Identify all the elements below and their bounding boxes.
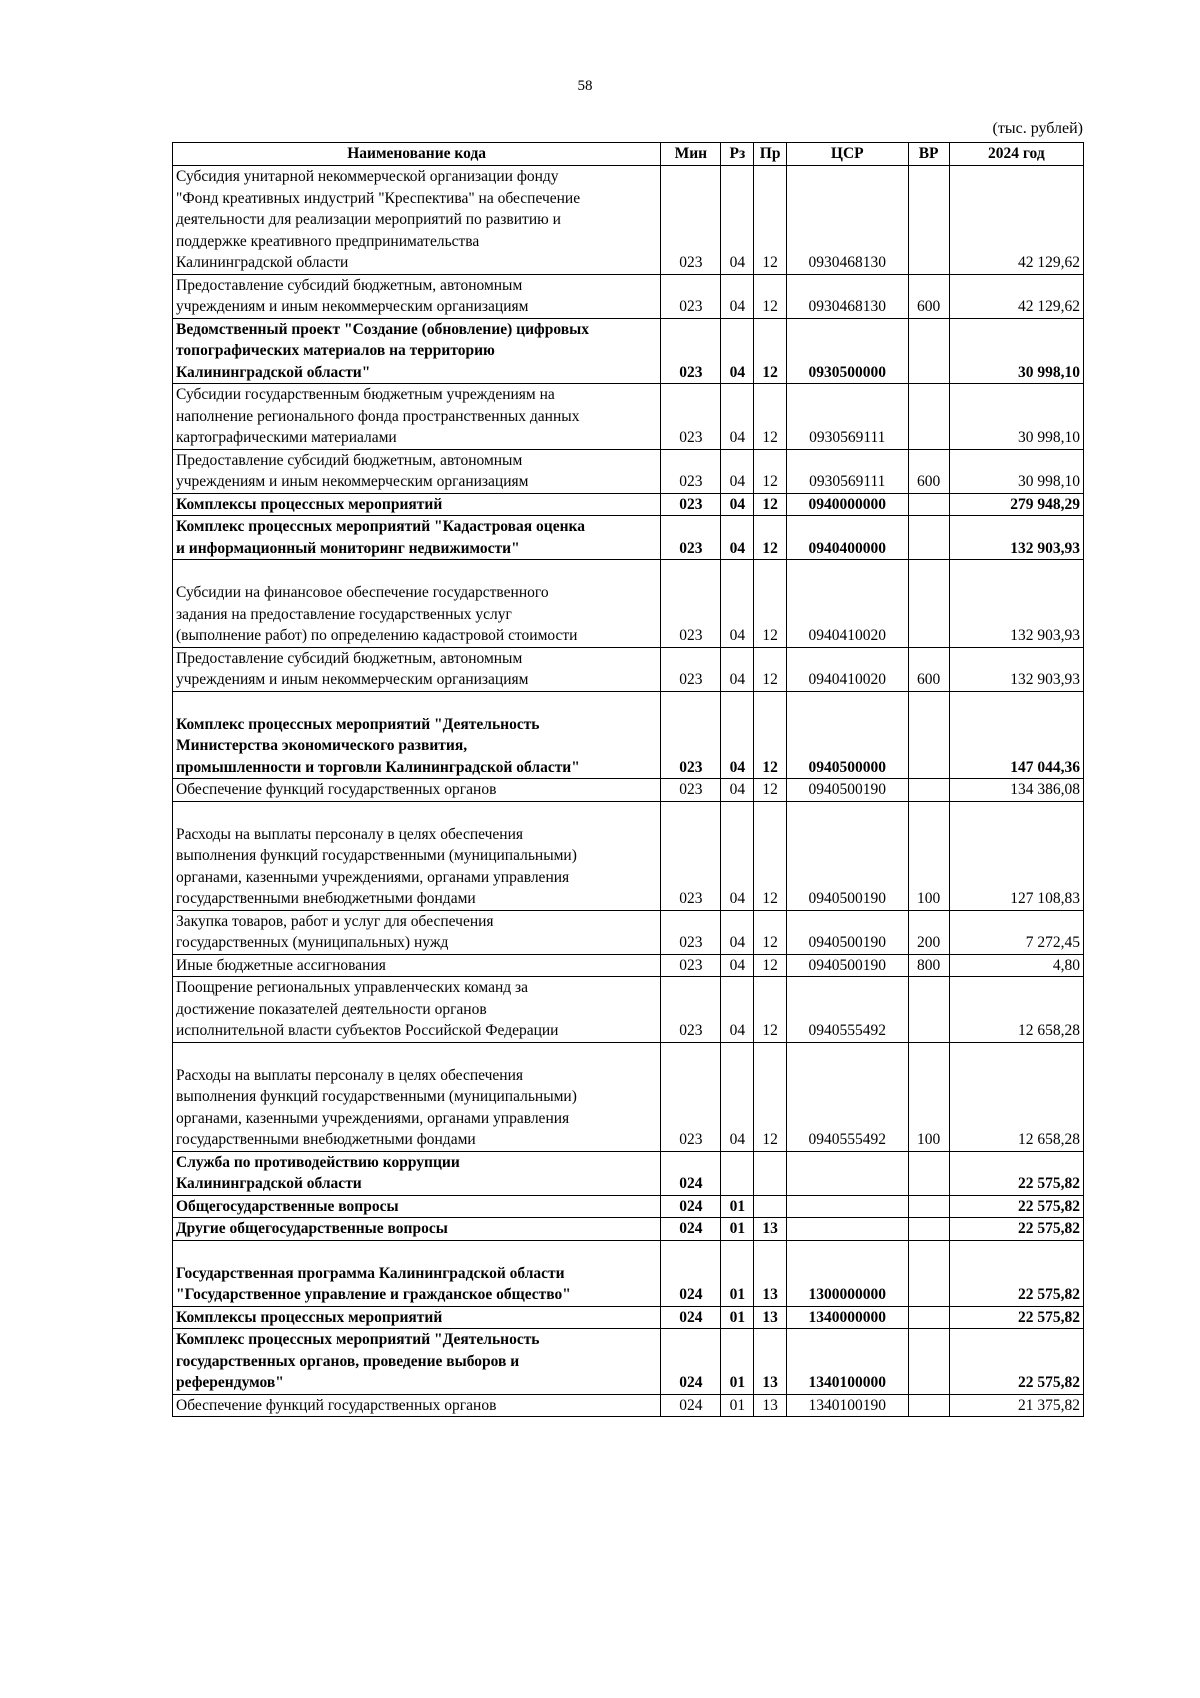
table-row [173,560,1084,648]
cell-vr [908,691,949,779]
cell-vr [908,779,949,802]
cell-amount: 30 998,10 [949,384,1083,450]
cell-min: 023 [661,1042,721,1151]
cell-pr: 12 [754,493,787,516]
cell-csr: 0930500000 [786,318,908,384]
cell-amount: 134 386,08 [949,779,1083,802]
cell-spacer [176,1043,657,1065]
cell-name: Комплексы процессных мероприятий [173,1306,661,1329]
cell-pr: 12 [754,516,787,560]
cell-min: 024 [661,1218,721,1241]
cell-name: Предоставление субсидий бюджетным, автономным учреждениям и иным некоммерческим организациям [173,274,661,318]
cell-min: 024 [661,1394,721,1417]
cell-vr [908,977,949,1043]
cell-pr [754,1195,787,1218]
cell-amount: 21 375,82 [949,1394,1083,1417]
cell-min: 023 [661,274,721,318]
cell-rz: 01 [721,1240,754,1306]
table-row [173,977,1084,1043]
cell-csr: 0930468130 [786,274,908,318]
col-header-vr: ВР [908,143,949,166]
cell-pr: 12 [754,691,787,779]
cell-min: 023 [661,801,721,910]
cell-pr: 13 [754,1329,787,1395]
cell-amount: 30 998,10 [949,449,1083,493]
cell-csr: 1340100190 [786,1394,908,1417]
cell-spacer [176,802,657,824]
cell-pr [754,1151,787,1195]
cell-name: Комплекс процессных мероприятий "Деятельность государственных органов, проведение выборов и референдумов" [173,1329,661,1395]
cell-name: Служба по противодействию коррупции Калининградской области [173,1151,661,1195]
cell-pr: 12 [754,779,787,802]
cell-amount: 22 575,82 [949,1329,1083,1395]
cell-csr: 1340100000 [786,1329,908,1395]
table-row [173,166,1084,275]
cell-min: 023 [661,977,721,1043]
cell-vr [908,166,949,275]
cell-amount: 12 658,28 [949,977,1083,1043]
cell-min: 024 [661,1329,721,1395]
table-row [173,1042,1084,1151]
cell-name-text: Субсидии на финансовое обеспечение государственного задания на предоставление государственных услуг (выполнение работ) по определению кадастровой стоимости [176,584,578,644]
cell-csr: 0930569111 [786,449,908,493]
table-row [173,449,1084,493]
cell-rz: 04 [721,647,754,691]
cell-csr: 0940500190 [786,910,908,954]
cell-rz: 01 [721,1329,754,1395]
cell-name: Комплексы процессных мероприятий [173,493,661,516]
cell-csr: 0940500190 [786,954,908,977]
cell-rz: 04 [721,954,754,977]
cell-csr: 0940410020 [786,560,908,648]
table-row [173,647,1084,691]
cell-vr: 600 [908,647,949,691]
cell-amount: 132 903,93 [949,647,1083,691]
cell-name: Поощрение региональных управленческих команд за достижение показателей деятельности органов исполнительной власти субъектов Российской Федерации [173,977,661,1043]
col-header-pr: Пр [754,143,787,166]
cell-vr [908,516,949,560]
cell-min: 024 [661,1240,721,1306]
cell-vr [908,384,949,450]
cell-vr [908,1394,949,1417]
cell-csr: 0940500190 [786,779,908,802]
cell-name [173,1042,661,1151]
cell-pr: 13 [754,1306,787,1329]
cell-pr: 12 [754,560,787,648]
cell-amount: 127 108,83 [949,801,1083,910]
cell-vr [908,1329,949,1395]
table-body [173,166,1084,1417]
cell-vr [908,560,949,648]
header-row [173,143,1084,166]
cell-min: 024 [661,1151,721,1195]
cell-min: 023 [661,493,721,516]
cell-csr: 1300000000 [786,1240,908,1306]
cell-vr [908,1218,949,1241]
cell-amount: 22 575,82 [949,1240,1083,1306]
cell-rz: 04 [721,274,754,318]
col-header-csr: ЦСР [786,143,908,166]
table-row [173,1195,1084,1218]
cell-csr: 0940555492 [786,1042,908,1151]
cell-min: 023 [661,910,721,954]
cell-name: Другие общегосударственные вопросы [173,1218,661,1241]
table-row [173,1306,1084,1329]
cell-rz: 01 [721,1306,754,1329]
page-number: 58 [577,78,593,94]
cell-amount: 30 998,10 [949,318,1083,384]
cell-rz: 04 [721,691,754,779]
cell-amount: 42 129,62 [949,166,1083,275]
cell-csr: 0930468130 [786,166,908,275]
cell-amount: 12 658,28 [949,1042,1083,1151]
cell-name-text: Государственная программа Калининградской области "Государственное управление и гражданское общество" [176,1264,571,1303]
cell-amount: 279 948,29 [949,493,1083,516]
cell-pr: 13 [754,1240,787,1306]
cell-name: Ведомственный проект "Создание (обновление) цифровых топографических материалов на территорию Калининградской области" [173,318,661,384]
cell-rz: 04 [721,318,754,384]
cell-pr: 12 [754,801,787,910]
units-note: (тыс. рублей) [992,120,1083,137]
cell-amount: 22 575,82 [949,1195,1083,1218]
cell-rz: 01 [721,1218,754,1241]
cell-name: Иные бюджетные ассигнования [173,954,661,977]
cell-vr: 100 [908,801,949,910]
cell-pr: 12 [754,954,787,977]
cell-rz: 01 [721,1195,754,1218]
cell-amount: 132 903,93 [949,560,1083,648]
cell-vr [908,1306,949,1329]
cell-vr [908,493,949,516]
cell-name: Обеспечение функций государственных органов [173,779,661,802]
cell-csr: 0940555492 [786,977,908,1043]
cell-name: Закупка товаров, работ и услуг для обеспечения государственных (муниципальных) нужд [173,910,661,954]
cell-pr: 13 [754,1218,787,1241]
cell-pr: 12 [754,449,787,493]
cell-amount: 22 575,82 [949,1151,1083,1195]
table-row [173,691,1084,779]
cell-rz: 04 [721,449,754,493]
col-header-min: Мин [661,143,721,166]
cell-min: 023 [661,384,721,450]
cell-min: 023 [661,516,721,560]
cell-vr: 600 [908,449,949,493]
cell-vr: 100 [908,1042,949,1151]
budget-table [172,142,1084,1417]
cell-min: 023 [661,560,721,648]
cell-name: Субсидии государственным бюджетным учреждениям на наполнение регионального фонда пространственных данных картографическими материалами [173,384,661,450]
cell-amount: 42 129,62 [949,274,1083,318]
table-row [173,954,1084,977]
cell-spacer [176,692,657,714]
cell-rz: 04 [721,166,754,275]
cell-csr [786,1151,908,1195]
table-row [173,1394,1084,1417]
cell-min: 023 [661,166,721,275]
cell-amount: 132 903,93 [949,516,1083,560]
cell-pr: 12 [754,318,787,384]
cell-pr: 12 [754,274,787,318]
table-row [173,1218,1084,1241]
cell-pr: 12 [754,910,787,954]
cell-rz: 04 [721,801,754,910]
cell-spacer [176,1241,657,1263]
cell-csr: 0940500000 [786,691,908,779]
cell-vr: 800 [908,954,949,977]
cell-rz: 04 [721,977,754,1043]
cell-min: 023 [661,318,721,384]
cell-pr: 12 [754,384,787,450]
cell-pr: 13 [754,1394,787,1417]
cell-rz: 04 [721,384,754,450]
cell-name-text: Комплекс процессных мероприятий "Деятельность Министерства экономического развития, промышленности и торговли Калининградской области" [176,715,580,776]
cell-name [173,801,661,910]
table-row [173,1240,1084,1306]
cell-amount: 22 575,82 [949,1306,1083,1329]
table-row [173,516,1084,560]
cell-rz [721,1151,754,1195]
cell-rz: 04 [721,560,754,648]
table-row [173,910,1084,954]
cell-spacer [176,560,657,582]
cell-csr: 0940000000 [786,493,908,516]
cell-vr [908,318,949,384]
col-header-rz: Рз [721,143,754,166]
cell-rz: 01 [721,1394,754,1417]
cell-pr: 12 [754,977,787,1043]
table-row [173,318,1084,384]
cell-csr [786,1195,908,1218]
cell-min: 024 [661,1306,721,1329]
cell-min: 023 [661,779,721,802]
cell-csr: 0940500190 [786,801,908,910]
cell-min: 024 [661,1195,721,1218]
cell-name: Субсидия унитарной некоммерческой организации фонду "Фонд креативных индустрий "Креспектива" на обеспечение деятельности для реализации мероприятий по развитию и поддержке креативного предпринимательства Калининградской области [173,166,661,275]
table-row [173,801,1084,910]
cell-min: 023 [661,691,721,779]
cell-amount: 147 044,36 [949,691,1083,779]
cell-csr: 0940410020 [786,647,908,691]
cell-name-text: Расходы на выплаты персоналу в целях обеспечения выполнения функций государственными (муниципальными) органами, казенными учреждениями, органами управления государственными внебюджетными фондами [176,1066,577,1148]
table-row [173,779,1084,802]
cell-csr: 0940400000 [786,516,908,560]
cell-rz: 04 [721,516,754,560]
cell-rz: 04 [721,910,754,954]
cell-rz: 04 [721,1042,754,1151]
col-header-name: Наименование кода [173,143,661,166]
table-row [173,384,1084,450]
cell-name [173,560,661,648]
cell-min: 023 [661,954,721,977]
cell-name: Предоставление субсидий бюджетным, автономным учреждениям и иным некоммерческим организациям [173,647,661,691]
cell-min: 023 [661,647,721,691]
cell-vr [908,1151,949,1195]
table-row [173,274,1084,318]
cell-amount: 7 272,45 [949,910,1083,954]
cell-name-text: Расходы на выплаты персоналу в целях обеспечения выполнения функций государственными (муниципальными) органами, казенными учреждениями, органами управления государственными внебюджетными фондами [176,825,577,907]
cell-min: 023 [661,449,721,493]
cell-name: Обеспечение функций государственных органов [173,1394,661,1417]
cell-name [173,1240,661,1306]
table-row [173,1151,1084,1195]
cell-csr: 0930569111 [786,384,908,450]
table-row [173,1329,1084,1395]
cell-vr [908,1195,949,1218]
cell-pr: 12 [754,647,787,691]
cell-name: Комплекс процессных мероприятий "Кадастровая оценка и информационный мониторинг недвижимости" [173,516,661,560]
cell-name: Предоставление субсидий бюджетным, автономным учреждениям и иным некоммерческим организациям [173,449,661,493]
cell-csr [786,1218,908,1241]
cell-name [173,691,661,779]
table-row [173,493,1084,516]
cell-rz: 04 [721,493,754,516]
cell-vr: 200 [908,910,949,954]
cell-amount: 22 575,82 [949,1218,1083,1241]
cell-pr: 12 [754,1042,787,1151]
cell-amount: 4,80 [949,954,1083,977]
cell-pr: 12 [754,166,787,275]
cell-vr: 600 [908,274,949,318]
cell-vr [908,1240,949,1306]
cell-name: Общегосударственные вопросы [173,1195,661,1218]
col-header-year: 2024 год [949,143,1083,166]
cell-csr: 1340000000 [786,1306,908,1329]
cell-rz: 04 [721,779,754,802]
